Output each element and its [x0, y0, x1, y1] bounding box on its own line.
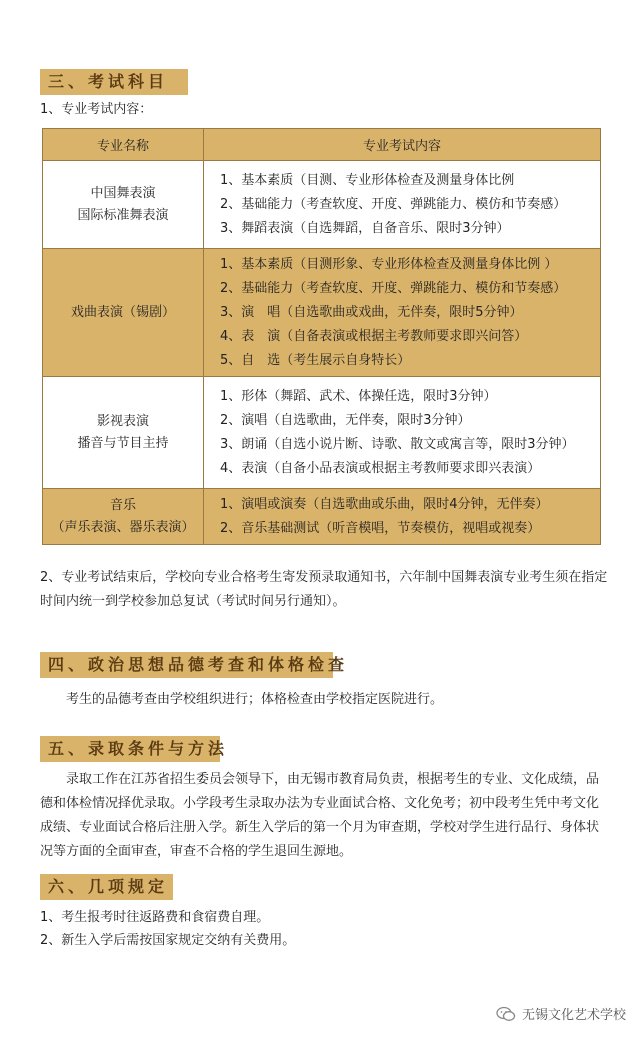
exam-subjects-table — [42, 128, 601, 545]
wechat-watermark — [496, 1004, 626, 1023]
table-row — [43, 377, 601, 489]
major-name: 播音与节目主持 — [77, 435, 169, 451]
table-row — [43, 249, 601, 377]
exam-item: 3、朗诵（自选小说片断、诗歌、散文或寓言等，限时3分钟） — [220, 436, 575, 452]
wechat-icon — [496, 1006, 516, 1022]
table-header-row — [43, 129, 601, 161]
wechat-account-name: 无锡文化艺术学校 — [521, 1008, 626, 1023]
major-name: 音乐 — [109, 497, 136, 513]
exam-item: 1、基本素质（目测形象、专业形体检查及测量身体比例 ） — [220, 256, 558, 272]
major-name-cell — [43, 249, 204, 377]
exam-content-cell — [204, 377, 601, 489]
exam-item: 1、形体（舞蹈、武术、体操任选，限时3分钟） — [220, 388, 497, 404]
major-name: 戏曲表演（锡剧） — [70, 304, 175, 320]
exam-item: 4、表 演（自备表演或根据主考教师要求即兴问答） — [220, 328, 528, 344]
exam-item: 1、演唱或演奏（自选歌曲或乐曲，限时4分钟，无伴奏） — [220, 496, 549, 512]
section-3-heading: 三、考试科目 — [40, 69, 188, 95]
exam-item: 4、表演（自备小品表演或根据主考教师要求即兴表演） — [220, 460, 541, 476]
major-name: 中国舞表演 — [90, 185, 156, 201]
section-6-heading: 六、几项规定 — [40, 874, 173, 900]
exam-content-cell — [204, 161, 601, 249]
exam-item: 3、舞蹈表演（自选舞蹈，自备音乐、限时3分钟） — [220, 220, 510, 236]
table-header-major: 专业名称 — [43, 129, 204, 161]
table-row — [43, 161, 601, 249]
exam-item: 2、演唱（自选歌曲，无伴奏，限时3分钟） — [220, 412, 471, 428]
exam-item: 3、演 唱（自选歌曲或戏曲，无伴奏，限时5分钟） — [220, 304, 523, 320]
exam-item: 1、基本素质（目测、专业形体检查及测量身体比例 — [220, 172, 515, 188]
exam-item: 5、自 选（考生展示自身特长） — [220, 352, 411, 368]
table-row — [43, 489, 601, 545]
exam-content-subtitle: 1、专业考试内容： — [40, 102, 153, 117]
major-name: 国际标准舞表演 — [77, 207, 169, 223]
exam-followup-paragraph: 2、专业考试结束后，学校向专业合格考生寄发预录取通知书，六年制中国舞表演专业考生须在指定时间内统一到学校参加总复试（考试时间另行通知）。 — [40, 570, 608, 609]
section-4-heading: 四、政治思想品德考查和体格检查 — [40, 652, 333, 678]
major-name-cell — [43, 489, 204, 545]
rule-item: 1、考生报考时往返路费和食宿费自理。 — [40, 910, 270, 925]
exam-item: 2、基础能力（考查软度、开度、弹跳能力、模仿和节奏感） — [220, 196, 567, 212]
section-5-heading: 五、录取条件与方法 — [40, 736, 220, 762]
conduct-health-paragraph: 考生的品德考查由学校组织进行；体格检查由学校指定医院进行。 — [66, 692, 444, 707]
major-name-cell — [43, 377, 204, 489]
rule-item: 2、新生入学后需按国家规定交纳有关费用。 — [40, 933, 296, 948]
exam-content-cell — [204, 249, 601, 377]
major-name-cell — [43, 161, 204, 249]
major-name: 影视表演 — [96, 413, 149, 429]
admission-paragraph: 录取工作在江苏省招生委员会领导下，由无锡市教育局负责，根据考生的专业、文化成绩，品德和体检情况择优录取。小学段考生录取办法为专业面试合格、文化免考；初中段考生凭中考文化成绩、专业面试合格后注册入学。新生入学后的第一个月为审查期，学校对学生进行品行、身体状况等方面的全面审查，审查不合格的学生退回生源地。 — [40, 772, 600, 859]
exam-item: 2、基础能力（考查软度、开度、弹跳能力、模仿和节奏感） — [220, 280, 567, 296]
table-header-content: 专业考试内容 — [204, 129, 601, 161]
exam-item: 2、音乐基础测试（听音模唱，节奏模仿，视唱或视奏） — [220, 520, 541, 536]
major-name: （声乐表演、器乐表演） — [51, 519, 195, 535]
exam-content-cell — [204, 489, 601, 545]
